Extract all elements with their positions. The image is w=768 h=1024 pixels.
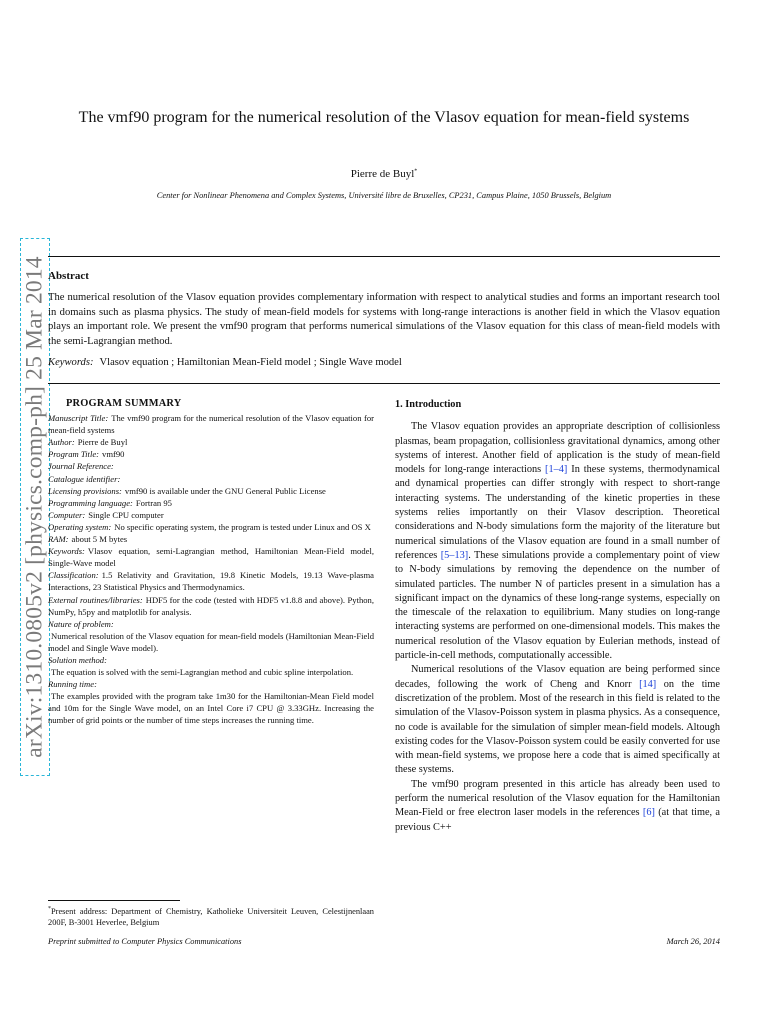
summary-row: [48, 521, 374, 533]
summary-label: Classification:: [48, 570, 99, 581]
summary-label: Program Title:: [48, 449, 100, 460]
summary-row: [48, 485, 374, 497]
summary-label: Computer:: [48, 509, 86, 520]
summary-row: [48, 618, 374, 630]
keywords-label: Keywords:: [48, 357, 94, 368]
summary-row: [48, 509, 374, 521]
summary-row: [48, 690, 374, 726]
summary-value: Single CPU computer: [88, 509, 164, 520]
citation-link[interactable]: [1–4]: [545, 464, 568, 476]
summary-row: [48, 569, 374, 593]
arxiv-id[interactable]: arXiv:1310.0805v2 [physics.comp-ph] 25 Mar 2014: [21, 256, 48, 758]
text-run: Numerical resolutions of the Vlasov equation are being performed since decades, following the work of Cheng and Knorr: [395, 664, 720, 690]
summary-label: Operating system:: [48, 521, 112, 532]
keywords-text: Vlasov equation ; Hamiltonian Mean-Field model ; Single Wave model: [99, 357, 402, 368]
summary-label: Solution method:: [48, 654, 107, 665]
summary-label: Programming language:: [48, 497, 133, 508]
intro-paragraph-2: [395, 663, 720, 777]
arxiv-stamp[interactable]: [20, 238, 50, 776]
summary-row: [48, 678, 374, 690]
summary-label: Keywords:: [48, 546, 85, 557]
summary-value: Pierre de Buyl: [77, 437, 128, 448]
footnote-mark: *: [48, 906, 51, 912]
footnote-text: Present address: Department of Chemistry, Katholieke Universiteit Leuven, Celestijnenlaan 200F, B-3001 Heverlee, Belgium: [48, 906, 374, 927]
summary-label: Catalogue identifier:: [48, 473, 121, 484]
summary-row: [48, 448, 374, 460]
introduction-section: [395, 398, 720, 835]
summary-value: Numerical resolution of the Vlasov equation for mean-field models (Hamiltonian Mean-Field model and Single Wave model).: [48, 630, 374, 653]
summary-row: [48, 545, 374, 569]
summary-row: [48, 630, 374, 654]
summary-value: Fortran 95: [135, 497, 172, 508]
summary-value: 1.5 Relativity and Gravitation, 19.8 Kinetic Models, 19.13 Wave-plasma Interactions, 23 Statistical Physics and Thermodynamics.: [48, 570, 374, 593]
summary-row: [48, 654, 374, 666]
introduction-heading: 1. Introduction: [395, 399, 462, 410]
top-rule: [48, 256, 720, 257]
summary-row: [48, 460, 374, 472]
footnote: [48, 904, 374, 928]
summary-value: The vmf90 program for the numerical resolution of the Vlasov equation for mean-field systems: [48, 413, 374, 436]
paper-title: The vmf90 program for the numerical resolution of the Vlasov equation for mean-field systems: [78, 109, 690, 126]
abstract-heading: Abstract: [48, 270, 89, 282]
summary-row: [48, 533, 374, 545]
summary-label: Author:: [48, 437, 75, 448]
summary-row: [48, 594, 374, 618]
footnote-rule: [48, 900, 180, 901]
citation-link[interactable]: [5–13]: [440, 549, 469, 561]
text-run: . These simulations provide a complementary point of view to N-body simulations by removing the dependence on the number of simulated particles. The number N of particles present in a simulation has a significant impact on the dynamics of these long-range systems, especially on the timescale of the relaxation to equilibrium. Many studies on long-range interacting systems are performed on one-dimensional models. This makes the numerical resolution of the Vlasov equation by Eulerian methods, instead of particle-in-cell methods, computationally accessible.: [395, 549, 720, 662]
summary-label: Nature of problem:: [48, 618, 114, 629]
summary-value: The equation is solved with the semi-Lagrangian method and cubic spline interpolation.: [51, 667, 354, 678]
text-run: on the time discretization of the problem. Most of the research in this field is related to the simulation of the Vlasov-Poisson system in plasma physics. As a consequence, no code is available for the simulation of simpler mean-field models. Altough existing codes for the Vlasov-Poisson system could be easily converted for use with mean-field systems, we propose here a code that is aimed specifically at these systems.: [395, 678, 720, 776]
summary-label: Running time:: [48, 679, 97, 690]
citation-link[interactable]: [6]: [642, 807, 655, 819]
summary-row: [48, 436, 374, 448]
summary-value: vmf90 is available under the GNU General Public License: [124, 485, 326, 496]
summary-label: Manuscript Title:: [48, 413, 109, 424]
author-name: Pierre de Buyl: [350, 168, 415, 180]
intro-paragraph-3: [395, 778, 720, 835]
author-footnote-mark[interactable]: *: [414, 168, 418, 175]
summary-label: Journal Reference:: [48, 461, 114, 472]
intro-paragraph-1: [395, 420, 720, 663]
summary-row: [48, 412, 374, 436]
abstract-text: The numerical resolution of the Vlasov equation provides complementary information with respect to analytical studies and forms an important research tool in domains such as plasma physics. The study of mean-field models for systems with long-range interactions is another field in which the Vlasov equation plays an important role. We present the vmf90 program that performs numerical simulations of the Vlasov equation for this class of mean-field models with the semi-Lagrangian method.: [48, 292, 720, 347]
author-line: [0, 168, 768, 180]
summary-label: Licensing provisions:: [48, 485, 122, 496]
preprint-note: Preprint submitted to Computer Physics Communications: [48, 937, 242, 946]
text-run: In these systems, thermodynamical and dynamical properties can differ strongly with respect to short-range interacting systems. The understanding of the kinetic properties in these systems relies importantly on their Vlasov description. Theoretical considerations and N-body simulations form the majority of the literature but numerical simulations of the Vlasov equation are found in a small number of references: [395, 464, 720, 561]
program-summary: [48, 398, 374, 727]
affiliation: Center for Nonlinear Phenomena and Complex Systems, Université libre de Bruxelles, CP231, Campus Plaine, 1050 Brussels, Belgium: [156, 191, 612, 200]
summary-value: vmf90: [102, 449, 125, 460]
summary-row: [48, 666, 374, 678]
text-run: The Vlasov equation provides an appropriate description of collisionless plasmas, beam propagation, collisionless gravitational dynamics, among other systems of interest. Another field of application is the study of mean-field models for long-range interactions: [395, 421, 720, 476]
abstract-bottom-rule: [48, 383, 720, 384]
summary-value: The examples provided with the program take 1m30 for the Hamiltonian-Mean Field model and 10m for the Single Wave model, on an Intel Core i7 CPU @ 3.33GHz. Increasing the number of grid points or the number of time steps increases the running time.: [48, 691, 374, 726]
summary-row: [48, 473, 374, 485]
text-run: (at that time, a previous C++: [395, 807, 721, 833]
summary-row: [48, 497, 374, 509]
program-summary-heading: PROGRAM SUMMARY: [66, 398, 182, 409]
summary-value: Vlasov equation, semi-Lagrangian method, Hamiltonian Mean-Field model, Single-Wave model: [48, 546, 374, 569]
summary-value: about 5 M bytes: [71, 534, 128, 545]
keywords-line: [48, 357, 402, 368]
text-run: The vmf90 program presented in this article has already been used to perform the numerical resolution of the Vlasov equation for the Hamiltonian Mean-Field or free electron laser models in the references: [395, 778, 720, 819]
summary-value: No specific operating system, the program is tested under Linux and OS X: [114, 521, 371, 532]
summary-label: External routines/libraries:: [48, 594, 143, 605]
citation-link[interactable]: [14]: [639, 678, 657, 690]
summary-label: RAM:: [48, 534, 69, 545]
summary-value: HDF5 for the code (tested with HDF5 v1.8.8 and above). Python, NumPy, h5py and matplotlib for analysis.: [48, 594, 374, 617]
preprint-date: March 26, 2014: [666, 937, 720, 946]
